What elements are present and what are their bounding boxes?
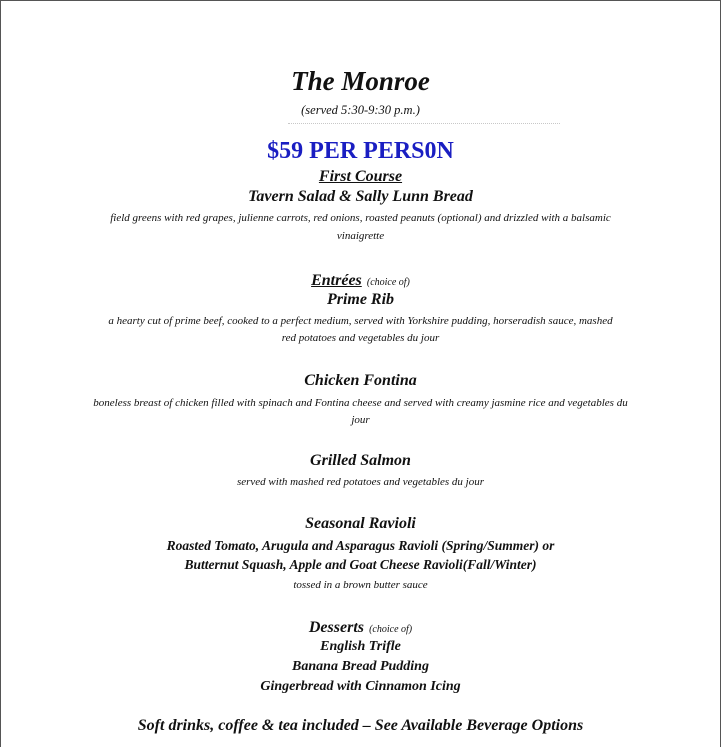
- desserts-heading: Desserts: [308, 619, 364, 636]
- desserts-choice-note: (choice of): [369, 624, 413, 635]
- divider-rule: [288, 123, 560, 124]
- dessert-item: Banana Bread Pudding: [292, 659, 429, 674]
- ravioli-option-line2: Butternut Squash, Apple and Goat Cheese Ravioli(Fall/Winter): [184, 557, 537, 572]
- ravioli-option-line1: Roasted Tomato, Arugula and Asparagus Ravioli (Spring/Summer) or: [166, 538, 555, 553]
- dessert-item: Gingerbread with Cinnamon Icing: [260, 679, 461, 694]
- entree-description-line1: served with mashed red potatoes and vegetables du jour: [236, 476, 485, 488]
- entree-name: Prime Rib: [326, 291, 395, 308]
- first-course-description-line2: vinaigrette: [336, 230, 385, 242]
- entree-name: Chicken Fontina: [304, 372, 417, 389]
- price-per-person: $59 PER PERS0N: [267, 138, 454, 164]
- beverage-footer: Soft drinks, coffee & tea included – See Available Beverage Options: [137, 717, 584, 734]
- first-course-description-line1: field greens with red grapes, julienne carrots, red onions, roasted peanuts (optional) and drizzled with a balsamic: [110, 212, 611, 224]
- first-course-heading: First Course: [318, 168, 403, 185]
- entree-description-line2: red potatoes and vegetables du jour: [281, 332, 440, 344]
- entree-name: Seasonal Ravioli: [305, 515, 416, 532]
- entree-description-line1: boneless breast of chicken filled with spinach and Fontina cheese and served with creamy jasmine rice and vegetables du: [93, 397, 628, 409]
- entrees-choice-note: (choice of): [366, 277, 410, 288]
- served-hours: (served 5:30-9:30 p.m.): [301, 103, 420, 117]
- desserts-heading-row: [0, 617, 721, 637]
- entrees-heading: Entrées: [311, 272, 362, 289]
- first-course-dish: Tavern Salad & Sally Lunn Bread: [248, 188, 473, 205]
- entree-name: Grilled Salmon: [310, 452, 411, 469]
- entrees-heading-row: [0, 270, 721, 290]
- menu-title: The Monroe: [291, 66, 430, 96]
- entree-description-line1: tossed in a brown butter sauce: [293, 579, 428, 591]
- entree-description-line2: jour: [351, 414, 370, 426]
- entree-description-line1: a hearty cut of prime beef, cooked to a perfect medium, served with Yorkshire pudding, horseradish sauce, mashed: [108, 315, 613, 327]
- dessert-item: English Trifle: [320, 639, 401, 654]
